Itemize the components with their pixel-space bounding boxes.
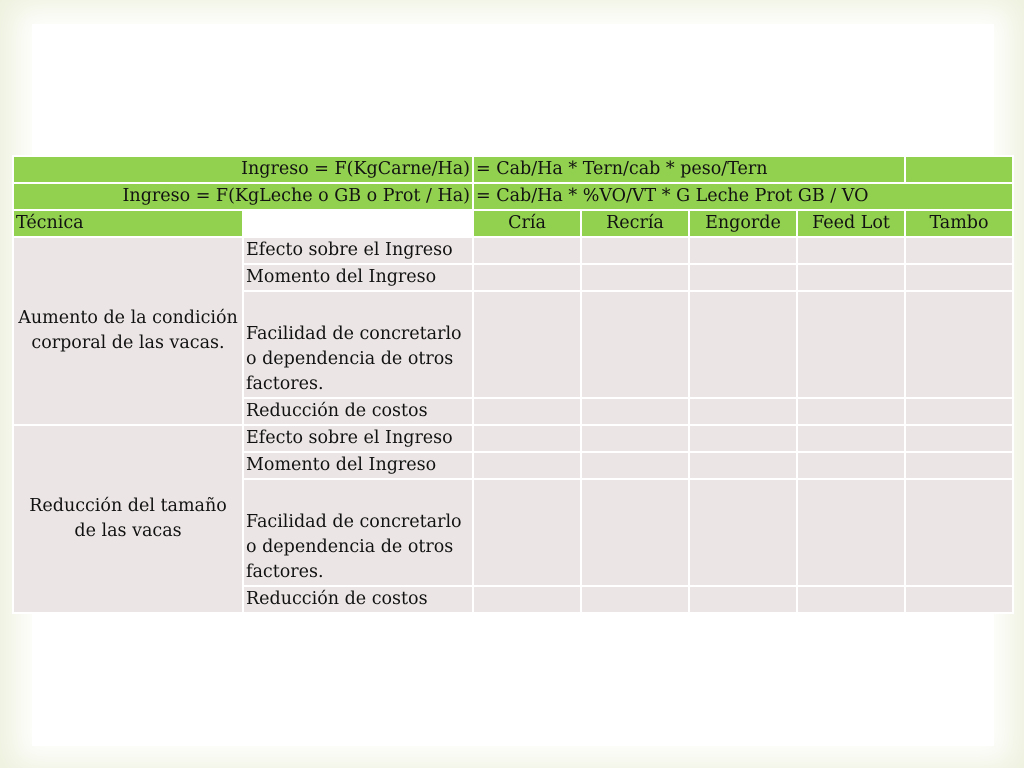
formula-row-leche xyxy=(13,183,1013,210)
header-cria: Cría xyxy=(473,210,581,237)
rating-cell[interactable] xyxy=(581,264,689,291)
header-recria: Recría xyxy=(581,210,689,237)
rating-cell[interactable] xyxy=(905,452,1013,479)
criterion-cell: Efecto sobre el Ingreso xyxy=(243,237,473,264)
header-blank xyxy=(243,210,473,237)
criterion-cell: Reducción de costos xyxy=(243,586,473,613)
header-feed-lot: Feed Lot xyxy=(797,210,905,237)
criterion-cell: Facilidad de concretarlo o dependencia de otros factores. xyxy=(243,291,473,398)
rating-cell[interactable] xyxy=(473,237,581,264)
rating-cell[interactable] xyxy=(905,398,1013,425)
rating-cell[interactable] xyxy=(473,425,581,452)
rating-cell[interactable] xyxy=(797,479,905,586)
header-tecnica: Técnica xyxy=(13,210,243,237)
rating-cell[interactable] xyxy=(473,479,581,586)
formula-row-carne xyxy=(13,156,1013,183)
formula-label-leche: Ingreso = F(KgLeche o GB o Prot / Ha) xyxy=(13,183,473,210)
rating-cell[interactable] xyxy=(581,398,689,425)
rating-cell[interactable] xyxy=(797,452,905,479)
rating-cell[interactable] xyxy=(689,398,797,425)
rating-cell[interactable] xyxy=(581,452,689,479)
rating-cell[interactable] xyxy=(797,237,905,264)
rating-cell[interactable] xyxy=(905,264,1013,291)
tecnica-cell-aumento-condicion: Aumento de la condición corporal de las vacas. xyxy=(13,237,243,425)
rating-cell[interactable] xyxy=(905,479,1013,586)
criterion-cell: Momento del Ingreso xyxy=(243,452,473,479)
rating-cell[interactable] xyxy=(797,264,905,291)
rating-cell[interactable] xyxy=(581,586,689,613)
rating-cell[interactable] xyxy=(581,237,689,264)
rating-cell[interactable] xyxy=(473,398,581,425)
rating-cell[interactable] xyxy=(797,291,905,398)
rating-cell[interactable] xyxy=(689,586,797,613)
rating-cell[interactable] xyxy=(473,452,581,479)
rating-cell[interactable] xyxy=(689,237,797,264)
rating-cell[interactable] xyxy=(797,398,905,425)
criterion-cell: Efecto sobre el Ingreso xyxy=(243,425,473,452)
table-row xyxy=(13,425,1013,452)
formula-label-carne: Ingreso = F(KgCarne/Ha) xyxy=(13,156,473,183)
rating-cell[interactable] xyxy=(905,237,1013,264)
header-row xyxy=(13,210,1013,237)
header-engorde: Engorde xyxy=(689,210,797,237)
rating-cell[interactable] xyxy=(797,586,905,613)
evaluation-table xyxy=(12,155,1014,614)
criterion-cell: Facilidad de concretarlo o dependencia de otros factores. xyxy=(243,479,473,586)
criterion-cell: Reducción de costos xyxy=(243,398,473,425)
rating-cell[interactable] xyxy=(689,264,797,291)
rating-cell[interactable] xyxy=(473,264,581,291)
formula-empty-cell xyxy=(905,156,1013,183)
rating-cell[interactable] xyxy=(797,425,905,452)
rating-cell[interactable] xyxy=(689,425,797,452)
rating-cell[interactable] xyxy=(905,586,1013,613)
rating-cell[interactable] xyxy=(905,291,1013,398)
rating-cell[interactable] xyxy=(581,479,689,586)
rating-cell[interactable] xyxy=(581,291,689,398)
table-row xyxy=(13,237,1013,264)
rating-cell[interactable] xyxy=(689,291,797,398)
tecnica-cell-reduccion-tamano: Reducción del tamaño de las vacas xyxy=(13,425,243,613)
rating-cell[interactable] xyxy=(473,586,581,613)
formula-expression-carne: = Cab/Ha * Tern/cab * peso/Tern xyxy=(473,156,905,183)
criterion-cell: Momento del Ingreso xyxy=(243,264,473,291)
rating-cell[interactable] xyxy=(581,425,689,452)
rating-cell[interactable] xyxy=(689,452,797,479)
formula-expression-leche: = Cab/Ha * %VO/VT * G Leche Prot GB / VO xyxy=(473,183,1013,210)
rating-cell[interactable] xyxy=(905,425,1013,452)
header-tambo: Tambo xyxy=(905,210,1013,237)
rating-cell[interactable] xyxy=(473,291,581,398)
rating-cell[interactable] xyxy=(689,479,797,586)
